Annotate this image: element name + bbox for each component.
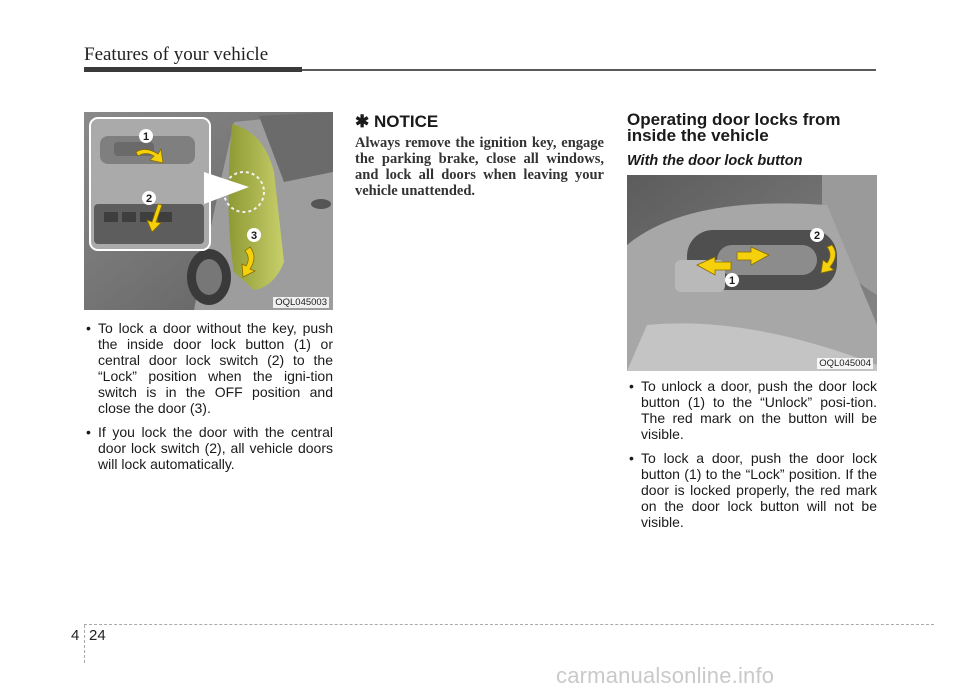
section-subheading: With the door lock button (627, 153, 803, 169)
figure-code: OQL045004 (819, 358, 871, 369)
footer-rule (84, 624, 934, 625)
list-item: • If you lock the door with the central door lock switch (2), all vehicle doors will lock automatically. (84, 424, 333, 472)
callout-2-label: 2 (145, 193, 153, 205)
callout-2-label: 2 (813, 230, 821, 242)
callout-1-label: 1 (728, 275, 736, 287)
lock-button-illustration (627, 175, 877, 371)
chapter-number: 4 (71, 627, 80, 644)
header-rule (302, 69, 876, 71)
callout-1-label: 1 (142, 131, 150, 143)
figure-door-lock-overview (84, 112, 333, 310)
door-lock-illustration (84, 112, 333, 310)
header-title: Features of your vehicle (84, 44, 269, 65)
figure-code: OQL045003 (275, 297, 327, 308)
watermark: carmanualsonline.info (556, 663, 775, 688)
section-heading: Operating door locks from inside the vehicle (627, 110, 841, 145)
list-item: • To unlock a door, push the door lock button (1) to the “Unlock” posi-tion. The red mark on the button will be visible. (627, 378, 877, 442)
right-instructions (627, 378, 877, 538)
page-number: 24 (89, 627, 106, 644)
notice-body: Always remove the ignition key, engage the parking brake, close all windows, and lock all doors when leaving your vehicle unattended. (355, 135, 604, 199)
notice-heading: ✱ NOTICE (355, 112, 439, 131)
left-instructions (84, 320, 333, 480)
header-bar (84, 67, 302, 72)
list-item: • To lock a door, push the door lock button (1) to the “Lock” position. If the door is locked properly, the red mark on the door lock button will not be visible. (627, 450, 877, 530)
figure-door-lock-button (627, 175, 877, 371)
list-item: • To lock a door without the key, push the inside door lock button (1) or central door lock switch (2) to the “Lock” position when the igni-tion switch is in the OFF position and close the door (3). (84, 320, 333, 416)
callout-3-label: 3 (250, 230, 258, 242)
footer-divider (84, 625, 85, 663)
